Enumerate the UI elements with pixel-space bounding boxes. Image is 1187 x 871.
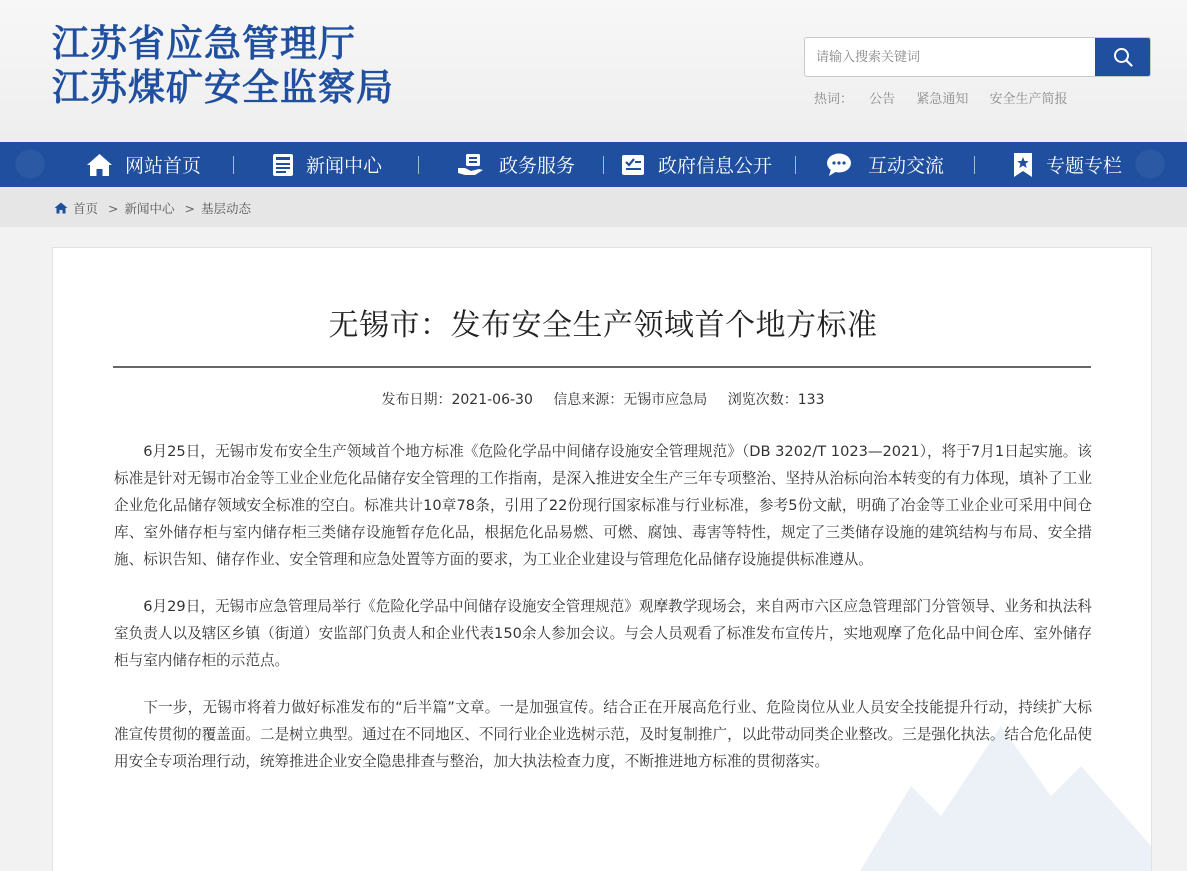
hot-word-link[interactable]: 公告: [869, 92, 896, 107]
publish-date: 发布日期：2021-06-30: [381, 392, 533, 408]
article-paragraph: 6月29日，无锡市应急管理局举行《危险化学品中间储存设施安全管理规范》观摩教学现场会，来自两市六区应急管理部门分管领导、业务和执法科室负责人以及辖区乡镇（街道）安监部门负责人和企业代表150余人参加会议。与会人员观看了标准发布宣传片，实地观摩了危化品中间仓库、室外储存柜与室内储存柜的示范点。: [114, 598, 1092, 669]
nav-item-home[interactable]: [86, 142, 201, 187]
nav-divider: [974, 156, 975, 174]
nav-label: 专题专栏: [1046, 155, 1123, 177]
bookmark-icon: [1012, 152, 1034, 178]
article-paragraph: 6月25日，无锡市发布安全生产领域首个地方标准《危险化学品中间储存设施安全管理规范》（DB 3202/T 1023—2021），将于7月1日起实施。该标准是针对无锡市冶金等工业企业危化品储存安全管理的工作指南，是深入推进安全生产三年专项整治、坚持从治标向治本转变的有力体现，填补了工业企业危化品储存领域安全标准的空白。标准共计10章78条，引用了22份现行国家标准与行业标准，参考5份文献，明确了冶金等工业企业可采用中间仓库、室外储存柜与室内储存柜三类储存设施暂存危化品，根据危化品易燃、可燃、腐蚀、毒害等特性，规定了三类储存设施的建筑结构与布局、安全措施、标识告知、储存作业、安全管理和应急处置等方面的要求，为工业企业建设与管理危化品储存设施提供标准遵从。: [114, 443, 1092, 568]
chat-icon: [826, 152, 856, 178]
search-button[interactable]: [1095, 38, 1150, 76]
nav-label: 网站首页: [125, 155, 202, 177]
article-title: 无锡市：发布安全生产领域首个地方标准: [328, 308, 878, 343]
breadcrumb-current[interactable]: 基层动态: [201, 201, 252, 216]
logo-line-1: 江苏省应急管理厅: [52, 22, 356, 65]
nav-item-interaction[interactable]: [826, 142, 944, 187]
hot-words-label: 热词：: [814, 92, 854, 107]
hot-words: [814, 88, 1084, 107]
article-body: [114, 438, 1092, 795]
nav-item-services[interactable]: [457, 142, 575, 187]
nav-item-topics[interactable]: [1012, 142, 1122, 187]
nav-item-gov-info[interactable]: [621, 142, 772, 187]
breadcrumb-separator: >: [184, 200, 195, 216]
search-input[interactable]: [805, 38, 1096, 76]
site-logo[interactable]: [52, 22, 394, 110]
logo-line-2: 江苏煤矿安全监察局: [52, 66, 394, 109]
view-count: 浏览次数：133: [727, 392, 825, 408]
nav-label: 互动交流: [868, 155, 945, 177]
article-panel: [52, 247, 1152, 871]
nav-divider: [233, 156, 234, 174]
info-check-icon: [621, 153, 646, 177]
info-source: 信息来源：无锡市应急局: [553, 392, 708, 408]
nav-item-news[interactable]: [272, 142, 382, 187]
site-header: [0, 0, 1187, 142]
hot-word-link[interactable]: 紧急通知: [916, 92, 969, 107]
nav-label: 新闻中心: [306, 155, 383, 177]
breadcrumb-news[interactable]: 新闻中心: [124, 201, 175, 216]
home-icon: [54, 202, 68, 214]
service-hand-icon: [457, 153, 487, 177]
news-icon: [272, 153, 294, 177]
article-paragraph: 下一步，无锡市将着力做好标准发布的“后半篇”文章。一是加强宣传。结合正在开展高危行业、危险岗位从业人员安全技能提升行动，持续扩大标准宣传贯彻的覆盖面。二是树立典型。通过在不同地区、不同行业企业选树示范，及时复制推广，以此带动同类企业整改。三是强化执法。结合危化品使用安全专项治理行动，统筹推进企业安全隐患排查与整治，加大执法检查力度，不断推进地方标准的贯彻落实。: [114, 699, 1092, 770]
article-meta: [53, 389, 1153, 409]
search-box: [804, 37, 1151, 77]
breadcrumb-home[interactable]: 首页: [73, 201, 99, 216]
nav-label: 政务服务: [499, 155, 576, 177]
breadcrumb-bar: [0, 187, 1187, 227]
nav-divider: [795, 156, 796, 174]
nav-divider: [418, 156, 419, 174]
title-divider: [113, 366, 1091, 368]
nav-divider: [603, 156, 604, 174]
breadcrumb: [54, 199, 251, 217]
hot-word-link[interactable]: 安全生产简报: [989, 92, 1068, 107]
search-icon: [1113, 47, 1133, 67]
breadcrumb-separator: >: [108, 200, 119, 216]
home-icon: [86, 153, 113, 177]
nav-label: 政府信息公开: [658, 155, 773, 177]
main-nav: [0, 142, 1187, 187]
